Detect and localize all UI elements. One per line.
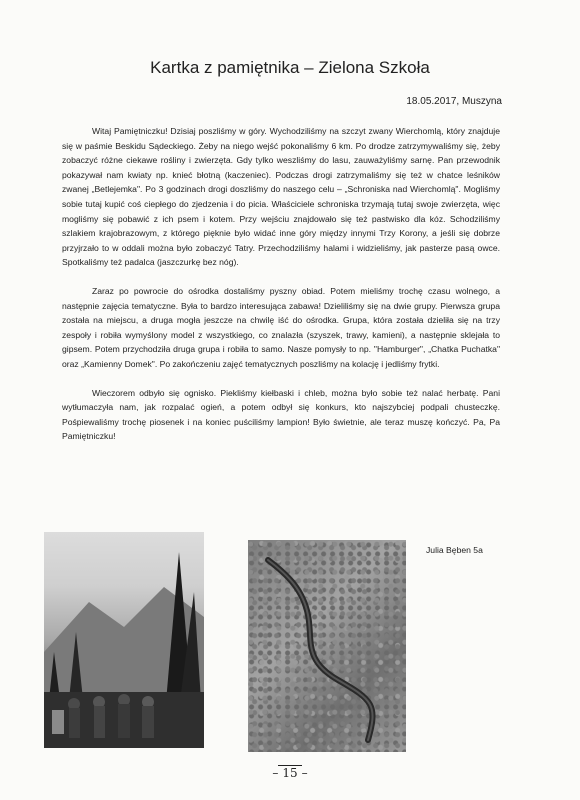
date-location: 18.05.2017, Muszyna (406, 96, 502, 107)
paragraph-mountain-hike: Witaj Pamiętniczku! Dzisiaj poszliśmy w góry. Wychodziliśmy na szczyt zwany Wierchomlą, który znajduje się w paśmie Beskidu Sądeckiego. Żeby na niego wejść pokonaliśmy 6 km. Po drodze zatrzymywaliśmy się, żeby zobaczyć różne ciekawe rośliny i zwierzęta. Gdy tylko weszliśmy do lasu, zauważyliśmy sarnę. Pan przewodnik pokazywał nam kwiaty np. knieć błotną (kaczeniec). Podczas drogi zatrzymaliśmy się też w chatce leśników zwanej „Betlejemka". Po 3 godzinach drogi doszliśmy do naszego celu – „Schroniska nad Wierchomlą". Mogliśmy sobie tutaj kupić coś ciepłego do zjedzenia i do picia. Właściciele schroniska trzymają tutaj swoje zwierzęta, więc mogliśmy się pobawić z ich psem i kotem. Przy wejściu znajdowało się też pastwisko dla kóz. Schodziliśmy szlakiem krajobrazowym, z którego pięknie było widać inne góry między innymi Trzy Korony, a jeśli się dobrze przyjrzało to w oddali można było zobaczyć Tatry. Przechodziliśmy halami i widzieliśmy, jak pasterze pasą owce. Spotkaliśmy też padalca (jaszczurkę bez nóg). (62, 126, 500, 268)
page-number: – 15 – (272, 766, 308, 780)
author-signature: Julia Bęben 5a (426, 545, 483, 555)
mountain-forest-illustration (44, 532, 204, 748)
slow-worm-illustration (248, 540, 406, 752)
document-title: Kartka z pamiętnika – Zielona Szkoła (150, 58, 430, 77)
diary-body (62, 124, 500, 458)
page-number-value: 15 (278, 765, 301, 780)
paragraph-evening-bonfire: Wieczorem odbyło się ognisko. Piekliśmy kiełbaski i chleb, można było sobie też nalać herbatę. Pani wytłumaczyła nam, jak rozpalać ogień, a potem odbył się konkurs, kto najszybciej podpali chusteczkę. Pośpiewaliśmy trochę piosenek i na koniec puściliśmy lampion! Było świetnie, ale teraz muszę kończyć. Pa, Pa Pamiętniczku! (62, 387, 500, 442)
paragraph-afternoon-activities: Zaraz po powrocie do ośrodka dostaliśmy pyszny obiad. Potem mieliśmy trochę czasu wolnego, a następnie zajęcia tematyczne. Była to bardzo interesująca zabawa! Dzieliliśmy się na dwie grupy. Pierwsza grupa została na miejscu, a druga mogła jeszcze na chwilę iść do ośrodka. Grupa, która została dzieliła się na trzy zespoły i robiła wymyślony model z wszystkiego, co znalazła (szyszek, trawy, kamieni), a następnie sklejała to gipsem. Potem przychodziła druga grupa i robiła to samo. Nasze pomysły to np. "Hamburger", „Chatka Puchatka" oraz „Kamienny Domek". Po zakończeniu zajęć tematycznych poszliśmy na kolację i jedliśmy frytki. (62, 285, 500, 369)
mountain-forest-photo (44, 532, 204, 748)
slow-worm-photo (248, 540, 406, 752)
